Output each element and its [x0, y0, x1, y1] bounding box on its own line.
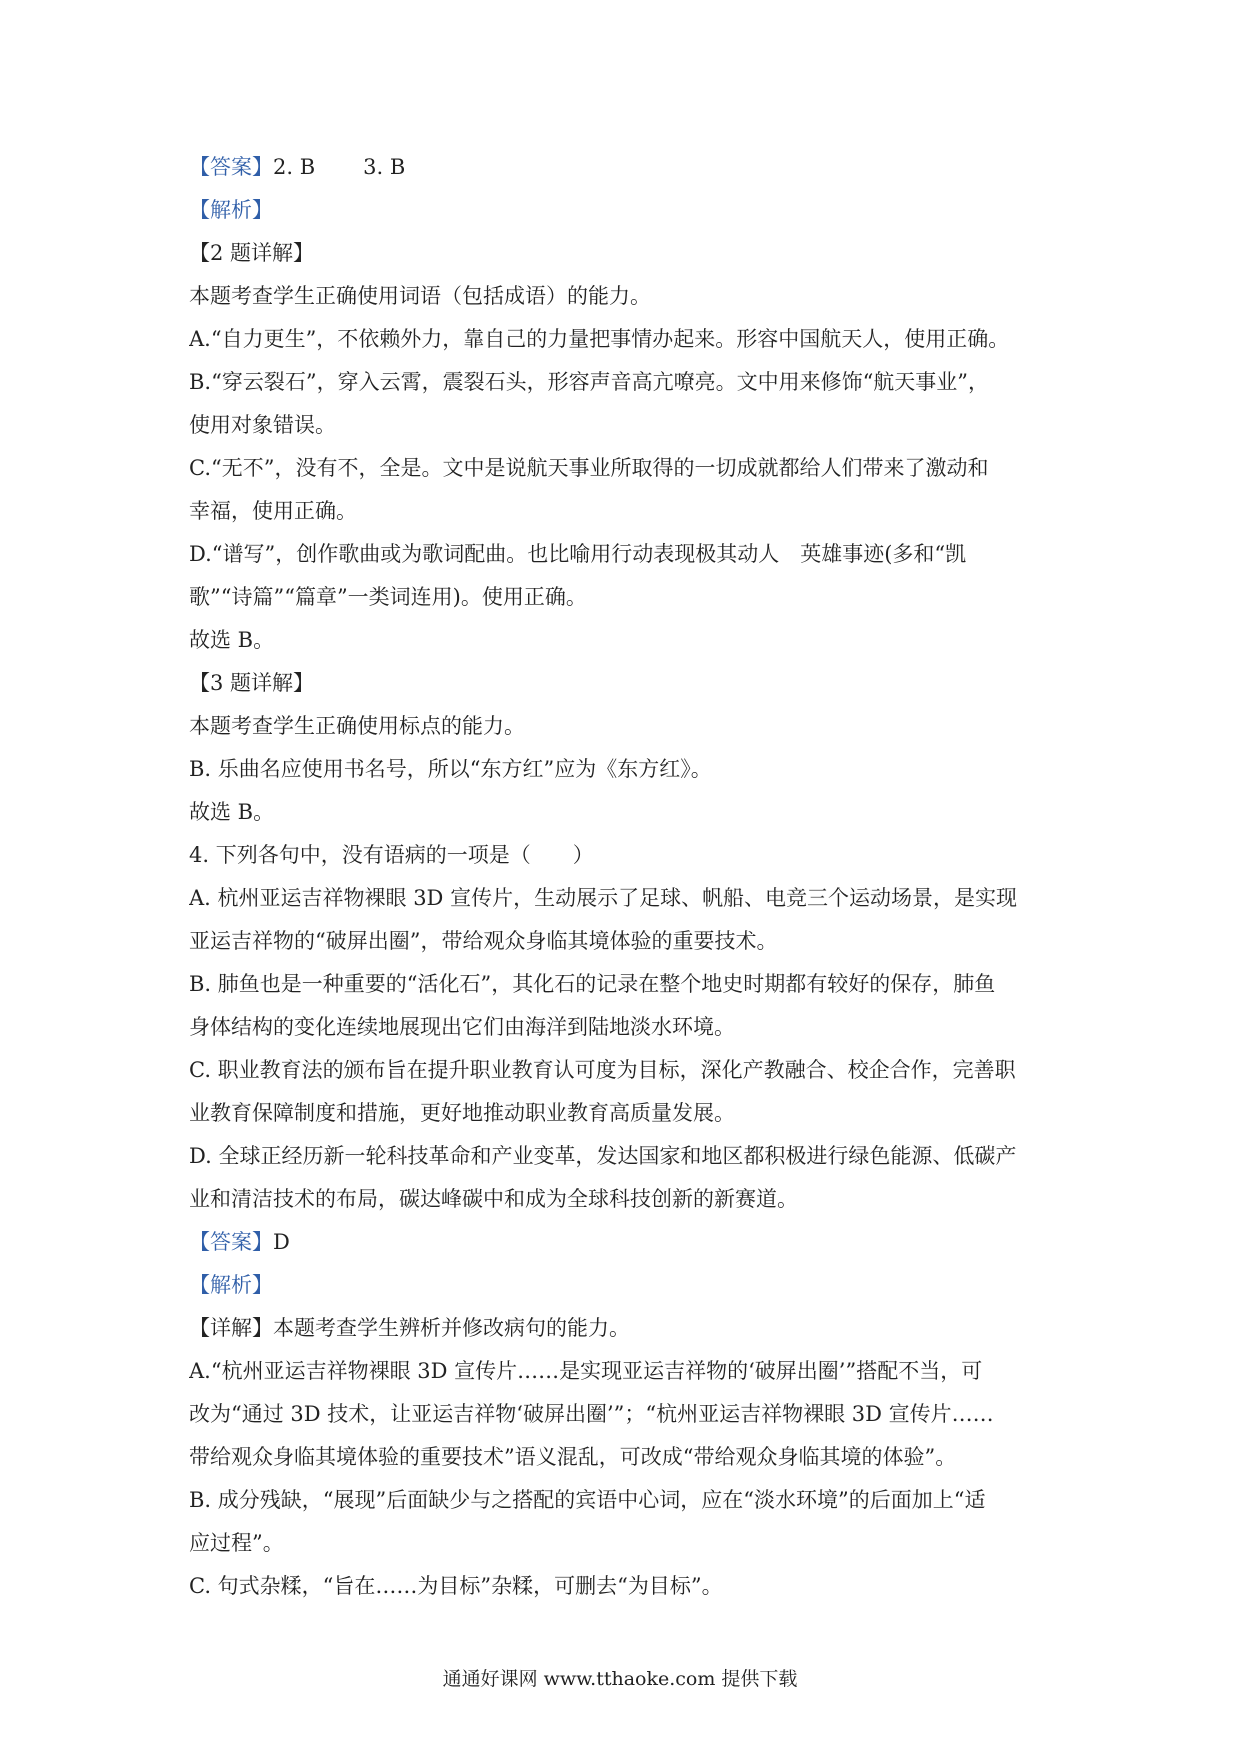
q3-detail-title: 【3 题详解】 [189, 671, 315, 695]
answer-tag: 【答案】 [189, 155, 273, 179]
question-4-option: A. 杭州亚运吉祥物裸眼 3D 宣传片，生动展示了足球、帆船、电竞三个运动场景，是实现 [189, 886, 1018, 910]
question-4-option: C. 职业教育法的颁布旨在提升职业教育认可度为目标，深化产教融合、校企合作，完善职 [189, 1058, 1016, 1082]
explanation-line: 改为“通过 3D 技术，让亚运吉祥物‘破屏出圈’”；“杭州亚运吉祥物裸眼 3D 宣传片…… [189, 1402, 994, 1426]
question-4-option: 身体结构的变化连续地展现出它们由海洋到陆地淡水环境。 [189, 1015, 735, 1039]
paragraph-line: A.“自力更生”，不依赖外力，靠自己的力量把事情办起来。形容中国航天人，使用正确。 [189, 327, 1010, 351]
paragraph-line: 使用对象错误。 [189, 413, 336, 437]
analysis-tag-1: 【解析】 [189, 198, 273, 222]
explanation-line: 应过程”。 [189, 1531, 284, 1555]
paragraph-line: 故选 B。 [189, 628, 275, 652]
analysis-tag-2: 【解析】 [189, 1273, 273, 1297]
page-content [189, 146, 1069, 1608]
paragraph-line: 幸福，使用正确。 [189, 499, 357, 523]
question-4-stem: 4. 下列各句中，没有语病的一项是（ ） [189, 843, 594, 867]
question-4-option: D. 全球正经历新一轮科技革命和产业变革，发达国家和地区都积极进行绿色能源、低碳产 [189, 1144, 1017, 1168]
page-footer: 通通好课网 www.tthaoke.com 提供下载 [442, 1668, 798, 1690]
answer-2: 2. B [273, 155, 316, 179]
question-4-option: 业教育保障制度和措施，更好地推动职业教育高质量发展。 [189, 1101, 735, 1125]
detail-tag: 【详解】 [189, 1316, 273, 1340]
detail-line [189, 1307, 1069, 1350]
detail-text: 本题考查学生辨析并修改病句的能力。 [273, 1316, 630, 1340]
paragraph-line: 歌”“诗篇”“篇章”一类词连用)。使用正确。 [189, 585, 587, 609]
answer-4: D [273, 1230, 290, 1254]
paragraph-line: 故选 B。 [189, 800, 275, 824]
paragraph-line: B. 乐曲名应使用书名号，所以“东方红”应为《东方红》。 [189, 757, 712, 781]
explanation-line: C. 句式杂糅，“旨在……为目标”杂糅，可删去“为目标”。 [189, 1574, 723, 1598]
paragraph-line: 本题考查学生正确使用标点的能力。 [189, 714, 525, 738]
paragraph-line: B.“穿云裂石”，穿入云霄，震裂石头，形容声音高亢嘹亮。文中用来修饰“航天事业”， [189, 370, 990, 394]
question-4-option: 业和清洁技术的布局，碳达峰碳中和成为全球科技创新的新赛道。 [189, 1187, 798, 1211]
answer-line-2 [189, 1221, 1069, 1264]
answer-3: 3. B [363, 155, 406, 179]
explanation-line: B. 成分残缺，“展现”后面缺少与之搭配的宾语中心词，应在“淡水环境”的后面加上“适 [189, 1488, 986, 1512]
explanation-line: 带给观众身临其境体验的重要技术”语义混乱，可改成“带给观众身临其境的体验”。 [189, 1445, 957, 1469]
answer-tag: 【答案】 [189, 1230, 273, 1254]
question-4-option: B. 肺鱼也是一种重要的“活化石”，其化石的记录在整个地史时期都有较好的保存，肺鱼 [189, 972, 996, 996]
q2-detail-title: 【2 题详解】 [189, 241, 315, 265]
paragraph-line: C.“无不”，没有不，全是。文中是说航天事业所取得的一切成就都给人们带来了激动和 [189, 456, 989, 480]
paragraph-line: D.“谱写”，创作歌曲或为歌词配曲。也比喻用行动表现极其动人 英雄事迹(多和“凯 [189, 542, 967, 566]
explanation-line: A.“杭州亚运吉祥物裸眼 3D 宣传片……是实现亚运吉祥物的‘破屏出圈’”搭配不当，可 [189, 1359, 983, 1383]
paragraph-line: 本题考查学生正确使用词语（包括成语）的能力。 [189, 284, 651, 308]
answer-line-1 [189, 146, 1069, 189]
question-4-option: 亚运吉祥物的“破屏出圈”，带给观众身临其境体验的重要技术。 [189, 929, 778, 953]
